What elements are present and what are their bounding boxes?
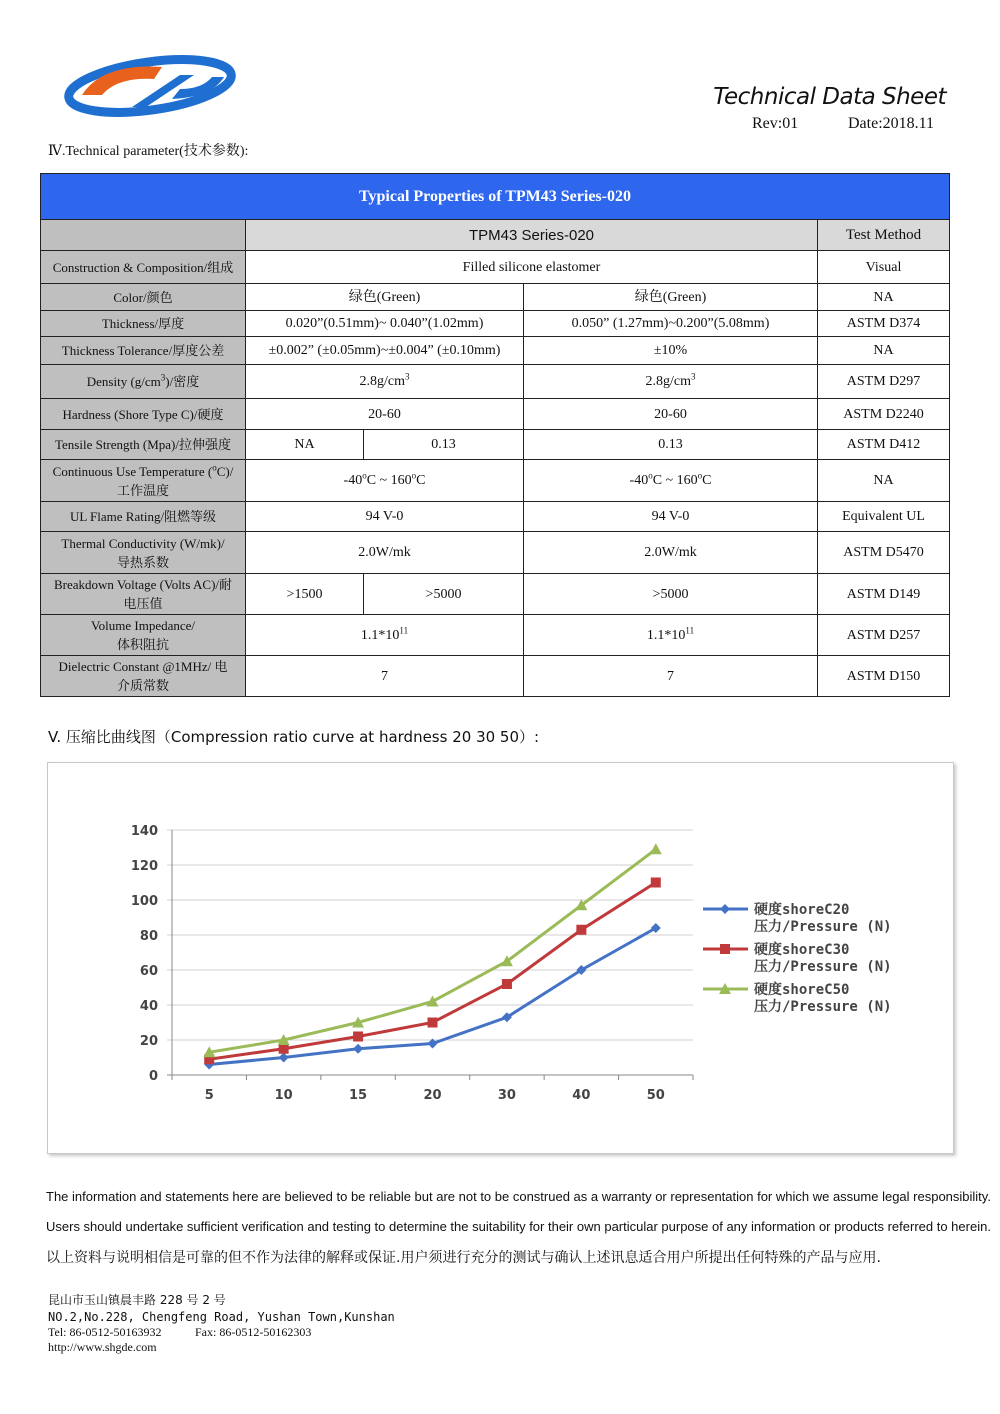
row-label: Volume Impedance/ 体积阻抗 <box>41 615 246 656</box>
company-logo <box>62 55 242 117</box>
cell-method: ASTM D2240 <box>818 399 950 430</box>
table-row <box>41 251 950 284</box>
cell-method: ASTM D150 <box>818 656 950 697</box>
legend-label: 硬度shoreC30 <box>754 942 850 958</box>
row-label: Dielectric Constant @1MHz/ 电 介质常数 <box>41 656 246 697</box>
y-tick-label: 40 <box>139 999 158 1014</box>
cell-value: 绿色(Green) <box>246 284 524 311</box>
header-blank-cell <box>41 220 246 251</box>
y-tick-label: 80 <box>139 929 158 944</box>
cell-value: 20-60 <box>246 399 524 430</box>
y-tick-label: 60 <box>139 964 158 979</box>
table-row <box>41 284 950 311</box>
table-row <box>41 532 950 574</box>
cell-method: NA <box>818 284 950 311</box>
cell-value: 0.13 <box>524 430 818 460</box>
cell-value: $1.1*10^{11}$ <box>246 615 524 656</box>
row-label: UL Flame Rating/阻燃等级 <box>41 502 246 532</box>
cell-value: 2.0W/mk <box>246 532 524 574</box>
x-tick-label: 30 <box>497 1088 516 1103</box>
y-tick-label: 120 <box>130 859 158 874</box>
row-label: Thickness Tolerance/厚度公差 <box>41 337 246 365</box>
cell-value: >5000 <box>524 574 818 615</box>
data-point <box>427 996 439 1007</box>
section-heading-technical-parameter: Ⅳ.Technical parameter(技术参数): <box>48 144 249 159</box>
disclaimer-line-2: Users should undertake sufficient verification and testing to determine the suitability for their own particular purpose of any information or products referred to herein. <box>46 1219 991 1234</box>
cell-method: ASTM D412 <box>818 430 950 460</box>
row-label: Hardness (Shore Type C)/硬度 <box>41 399 246 430</box>
data-point <box>279 1044 289 1054</box>
cell-value: >5000 <box>364 574 524 615</box>
table-banner: Typical Properties of TPM43 Series-020 <box>41 174 950 220</box>
data-point <box>650 843 662 854</box>
row-label: Density $(g/cm^3)/$密度 <box>41 365 246 399</box>
row-label: Color/颜色 <box>41 284 246 311</box>
fax: Fax: 86-0512-50162303 <box>195 1325 312 1339</box>
table-row <box>41 502 950 532</box>
cell-value: 绿色(Green) <box>524 284 818 311</box>
row-label: Tensile Strength (Mpa)/拉伸强度 <box>41 430 246 460</box>
cell-value: 0.13 <box>364 430 524 460</box>
cell-method: NA <box>818 337 950 365</box>
data-point <box>353 1032 363 1042</box>
table-row <box>41 399 950 430</box>
cell-method: ASTM D5470 <box>818 532 950 574</box>
table-row <box>41 337 950 365</box>
cell-value: 20-60 <box>524 399 818 430</box>
table-row <box>41 656 950 697</box>
data-point <box>428 1018 438 1028</box>
x-tick-label: 5 <box>204 1088 214 1103</box>
cell-method: ASTM D257 <box>818 615 950 656</box>
data-point <box>502 979 512 989</box>
section-heading-compression-curve: V. 压缩比曲线图（Compression ratio curve at hardness 20 30 50）: <box>48 728 540 746</box>
address-cn: 昆山市玉山镇晨丰路 228 号 2 号 <box>48 1293 226 1307</box>
cell-value: -40$^o$C ~ 160$^o$C <box>246 460 524 502</box>
cell-value: Filled silicone elastomer <box>246 251 818 284</box>
chart-svg <box>48 763 953 1153</box>
y-tick-label: 0 <box>148 1069 158 1084</box>
data-point <box>279 1053 289 1063</box>
series-line-2 <box>209 883 656 1060</box>
cell-value: ±10% <box>524 337 818 365</box>
cell-value: 0.050” (1.27mm)~0.200”(5.08mm) <box>524 311 818 337</box>
cell-value: NA <box>246 430 364 460</box>
cell-method: ASTM D374 <box>818 311 950 337</box>
disclaimer-line-1: The information and statements here are believed to be reliable but are not to be construed as a warranty or representation for which we assume legal responsibility. <box>46 1189 991 1204</box>
table-banner-row <box>41 174 950 220</box>
table-header-row <box>41 220 950 251</box>
cell-value: 94 V-0 <box>524 502 818 532</box>
data-point <box>651 878 661 888</box>
legend-label: 压力/Pressure (N) <box>754 919 892 935</box>
document-date: Date:2018.11 <box>848 115 935 132</box>
legend-label: 压力/Pressure (N) <box>754 999 892 1015</box>
row-label: Continuous Use Temperature ($^o$C)/ 工作温度 <box>41 460 246 502</box>
row-label: Thickness/厚度 <box>41 311 246 337</box>
x-tick-label: 10 <box>274 1088 293 1103</box>
revision: Rev:01 <box>752 115 799 132</box>
compression-chart <box>47 762 954 1154</box>
disclaimer-line-3: 以上资料与说明相信是可靠的但不作为法律的解释或保证.用户须进行充分的测试与确认上述讯息适合用户所提出任何特殊的产品与应用. <box>46 1250 881 1266</box>
row-label: Construction & Composition/组成 <box>41 251 246 284</box>
cell-value: 7 <box>524 656 818 697</box>
cell-method: Visual <box>818 251 950 284</box>
cell-value: ±0.002” (±0.05mm)~±0.004” (±0.10mm) <box>246 337 524 365</box>
legend-label: 压力/Pressure (N) <box>754 959 892 975</box>
product-header: TPM43 Series-020 <box>246 220 818 251</box>
cell-value: 2.0W/mk <box>524 532 818 574</box>
row-label: Breakdown Voltage (Volts AC)/耐 电压值 <box>41 574 246 615</box>
cell-value: $1.1*10^{11}$ <box>524 615 818 656</box>
data-point <box>576 925 586 935</box>
x-tick-label: 20 <box>423 1088 442 1103</box>
x-tick-label: 15 <box>349 1088 368 1103</box>
table-row <box>41 365 950 399</box>
cell-value: 94 V-0 <box>246 502 524 532</box>
cell-value: 7 <box>246 656 524 697</box>
legend-label: 硬度shoreC20 <box>754 902 850 918</box>
data-point <box>353 1044 363 1054</box>
address-en: NO.2,No.228, Chengfeng Road, Yushan Town,Kunshan <box>48 1310 395 1324</box>
cell-value: $2.8g/cm^3$ <box>524 365 818 399</box>
legend-label: 硬度shoreC50 <box>754 982 850 998</box>
cell-value: 0.020”(0.51mm)~ 0.040”(1.02mm) <box>246 311 524 337</box>
row-label: Thermal Conductivity (W/mk)/ 导热系数 <box>41 532 246 574</box>
table-row <box>41 430 950 460</box>
website-link[interactable]: http://www.shgde.com <box>48 1340 157 1354</box>
y-tick-label: 20 <box>139 1034 158 1049</box>
table-row <box>41 574 950 615</box>
x-tick-label: 40 <box>572 1088 591 1103</box>
cell-method: ASTM D297 <box>818 365 950 399</box>
cell-method: ASTM D149 <box>818 574 950 615</box>
cell-value: >1500 <box>246 574 364 615</box>
cell-method: Equivalent UL <box>818 502 950 532</box>
properties-table <box>40 173 950 697</box>
table-row <box>41 460 950 502</box>
y-tick-label: 100 <box>130 894 158 909</box>
table-row <box>41 311 950 337</box>
cell-value: -40$^o$C ~ 160$^o$C <box>524 460 818 502</box>
test-method-header: Test Method <box>818 220 950 251</box>
legend-marker <box>720 944 730 954</box>
y-tick-label: 140 <box>130 824 158 839</box>
document-title: Technical Data Sheet <box>713 84 946 110</box>
x-tick-label: 50 <box>646 1088 665 1103</box>
cell-method: NA <box>818 460 950 502</box>
legend-marker <box>720 904 730 914</box>
table-row <box>41 615 950 656</box>
cell-value: $2.8g/cm^3$ <box>246 365 524 399</box>
telephone: Tel: 86-0512-50163932 <box>48 1325 162 1339</box>
